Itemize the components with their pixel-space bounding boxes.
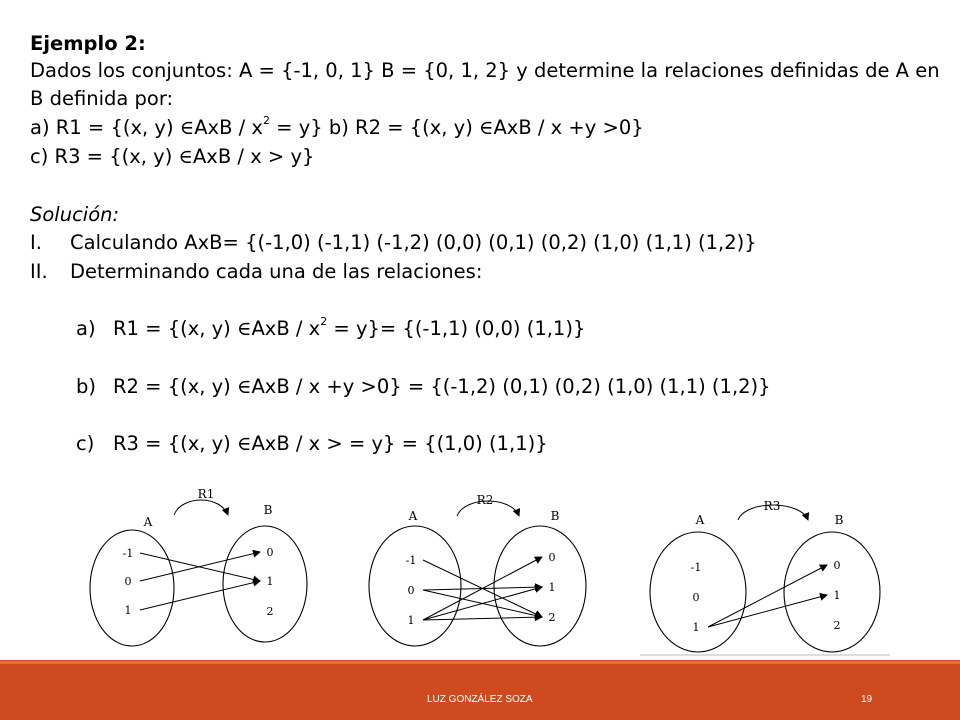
element-of-symbol: ∈ [178, 145, 193, 168]
set-b-element: 0 [548, 551, 556, 564]
relation-curve-arrow [174, 500, 228, 515]
relation-result: AxB / x +y >0} = {(-1,2) (0,1) (0,2) (1,0) (1,1) (1,2)} [251, 375, 771, 398]
step-text: Determinando cada una de las relaciones: [70, 260, 483, 283]
set-b-ellipse [784, 532, 880, 652]
set-a-element: -1 [405, 554, 417, 567]
set-b-label: B [550, 509, 560, 523]
problem-line-2: B definida por: [30, 87, 174, 110]
set-a-element: 0 [407, 584, 415, 597]
set-a-label: A [408, 509, 418, 523]
element-of-symbol: ∈ [479, 116, 494, 139]
relation-r3-def: c) R3 = {(x, y) [30, 145, 179, 168]
set-b-element: 0 [833, 559, 841, 572]
set-a-element: 0 [692, 591, 700, 604]
relation-r3-cond: AxB / x > y} [192, 145, 315, 168]
element-of-symbol: ∈ [237, 317, 252, 340]
relation-r1-def: a) R1 = {(x, y) [30, 116, 180, 139]
element-of-symbol: ∈ [179, 116, 195, 139]
relation-label: b) [76, 375, 96, 398]
page-number: 19 [861, 694, 873, 705]
mapping-arrow [708, 565, 827, 627]
relation-label: a) [76, 317, 96, 340]
relation-r1-cond: AxB / x [194, 116, 263, 139]
relation-name: R3 [763, 499, 781, 513]
relation-label: c) [76, 432, 95, 455]
relation-result: AxB / x > = y} = {(1,0) (1,1)} [251, 432, 548, 455]
set-a-element: -1 [690, 561, 702, 574]
mapping-arrow [423, 557, 542, 620]
set-a-element: 1 [692, 621, 700, 634]
mapping-arrow [708, 595, 827, 627]
set-b-element: 1 [833, 589, 841, 602]
set-b-element: 1 [548, 581, 556, 594]
set-b-label: B [263, 503, 273, 517]
set-b-ellipse [223, 526, 307, 642]
set-a-label: A [143, 515, 153, 529]
step-number: I. [30, 231, 42, 254]
diagram-r2 [365, 490, 600, 650]
set-a-element: 0 [124, 575, 132, 588]
step-1 [30, 233, 757, 253]
relation-name: R2 [476, 493, 494, 507]
problem-line-4 [30, 147, 314, 167]
step-text: Calculando AxB= {(-1,0) (-1,1) (-1,2) (0,0) (0,1) (0,2) (1,0) (1,1) (1,2)} [70, 231, 757, 254]
set-b-label: B [834, 513, 844, 527]
exponent: 2 [262, 114, 270, 127]
exponent: 2 [320, 315, 328, 328]
relation-pre: R2 = {(x, y) [113, 375, 237, 398]
relation-result: = y}= {(-1,1) (0,0) (1,1)} [327, 317, 586, 340]
footer-bar [0, 660, 960, 720]
set-a-element: 1 [124, 604, 132, 617]
footer-author: LUZ GONZÁLEZ SOZA [427, 694, 533, 705]
problem-line-1: Dados los conjuntos: A = {-1, 0, 1} B = {0, 1, 2} y determine la relaciones definidas de A en [30, 59, 940, 82]
solution-label: Solución: [30, 203, 120, 226]
step-2 [30, 262, 482, 282]
set-a-ellipse [369, 526, 461, 646]
relation-r2-cond: AxB / x +y >0} [493, 116, 644, 139]
set-a-label: A [695, 513, 705, 527]
relation-pre: R1 = {(x, y) [113, 317, 237, 340]
mapping-arrow [423, 587, 542, 620]
set-b-element: 2 [833, 619, 841, 632]
relation-pre: R3 = {(x, y) [113, 432, 237, 455]
relation-name: R1 [197, 487, 215, 501]
relation-r2-def: = y} b) R2 = {(x, y) [269, 116, 480, 139]
slide-title: Ejemplo 2: [30, 32, 146, 55]
diagram-r3 [640, 492, 890, 657]
step-number: II. [30, 260, 48, 283]
footer-accent-line [0, 661, 960, 664]
set-b-element: 2 [266, 605, 274, 618]
element-of-symbol: ∈ [237, 375, 252, 398]
set-b-ellipse [494, 526, 586, 646]
mapping-arrow [423, 617, 542, 620]
set-a-element: -1 [122, 547, 134, 560]
relation-a [76, 315, 586, 340]
set-b-element: 1 [266, 575, 274, 588]
element-of-symbol: ∈ [237, 432, 252, 455]
set-a-element: 1 [407, 614, 415, 627]
diagram-r1 [78, 480, 328, 650]
relation-b [76, 377, 771, 397]
mapping-arrow [140, 581, 260, 610]
relation-c [76, 434, 548, 454]
set-b-element: 0 [266, 546, 274, 559]
problem-line-3 [30, 114, 644, 139]
set-b-element: 2 [548, 611, 556, 624]
relation-mid: AxB / x [251, 317, 321, 340]
